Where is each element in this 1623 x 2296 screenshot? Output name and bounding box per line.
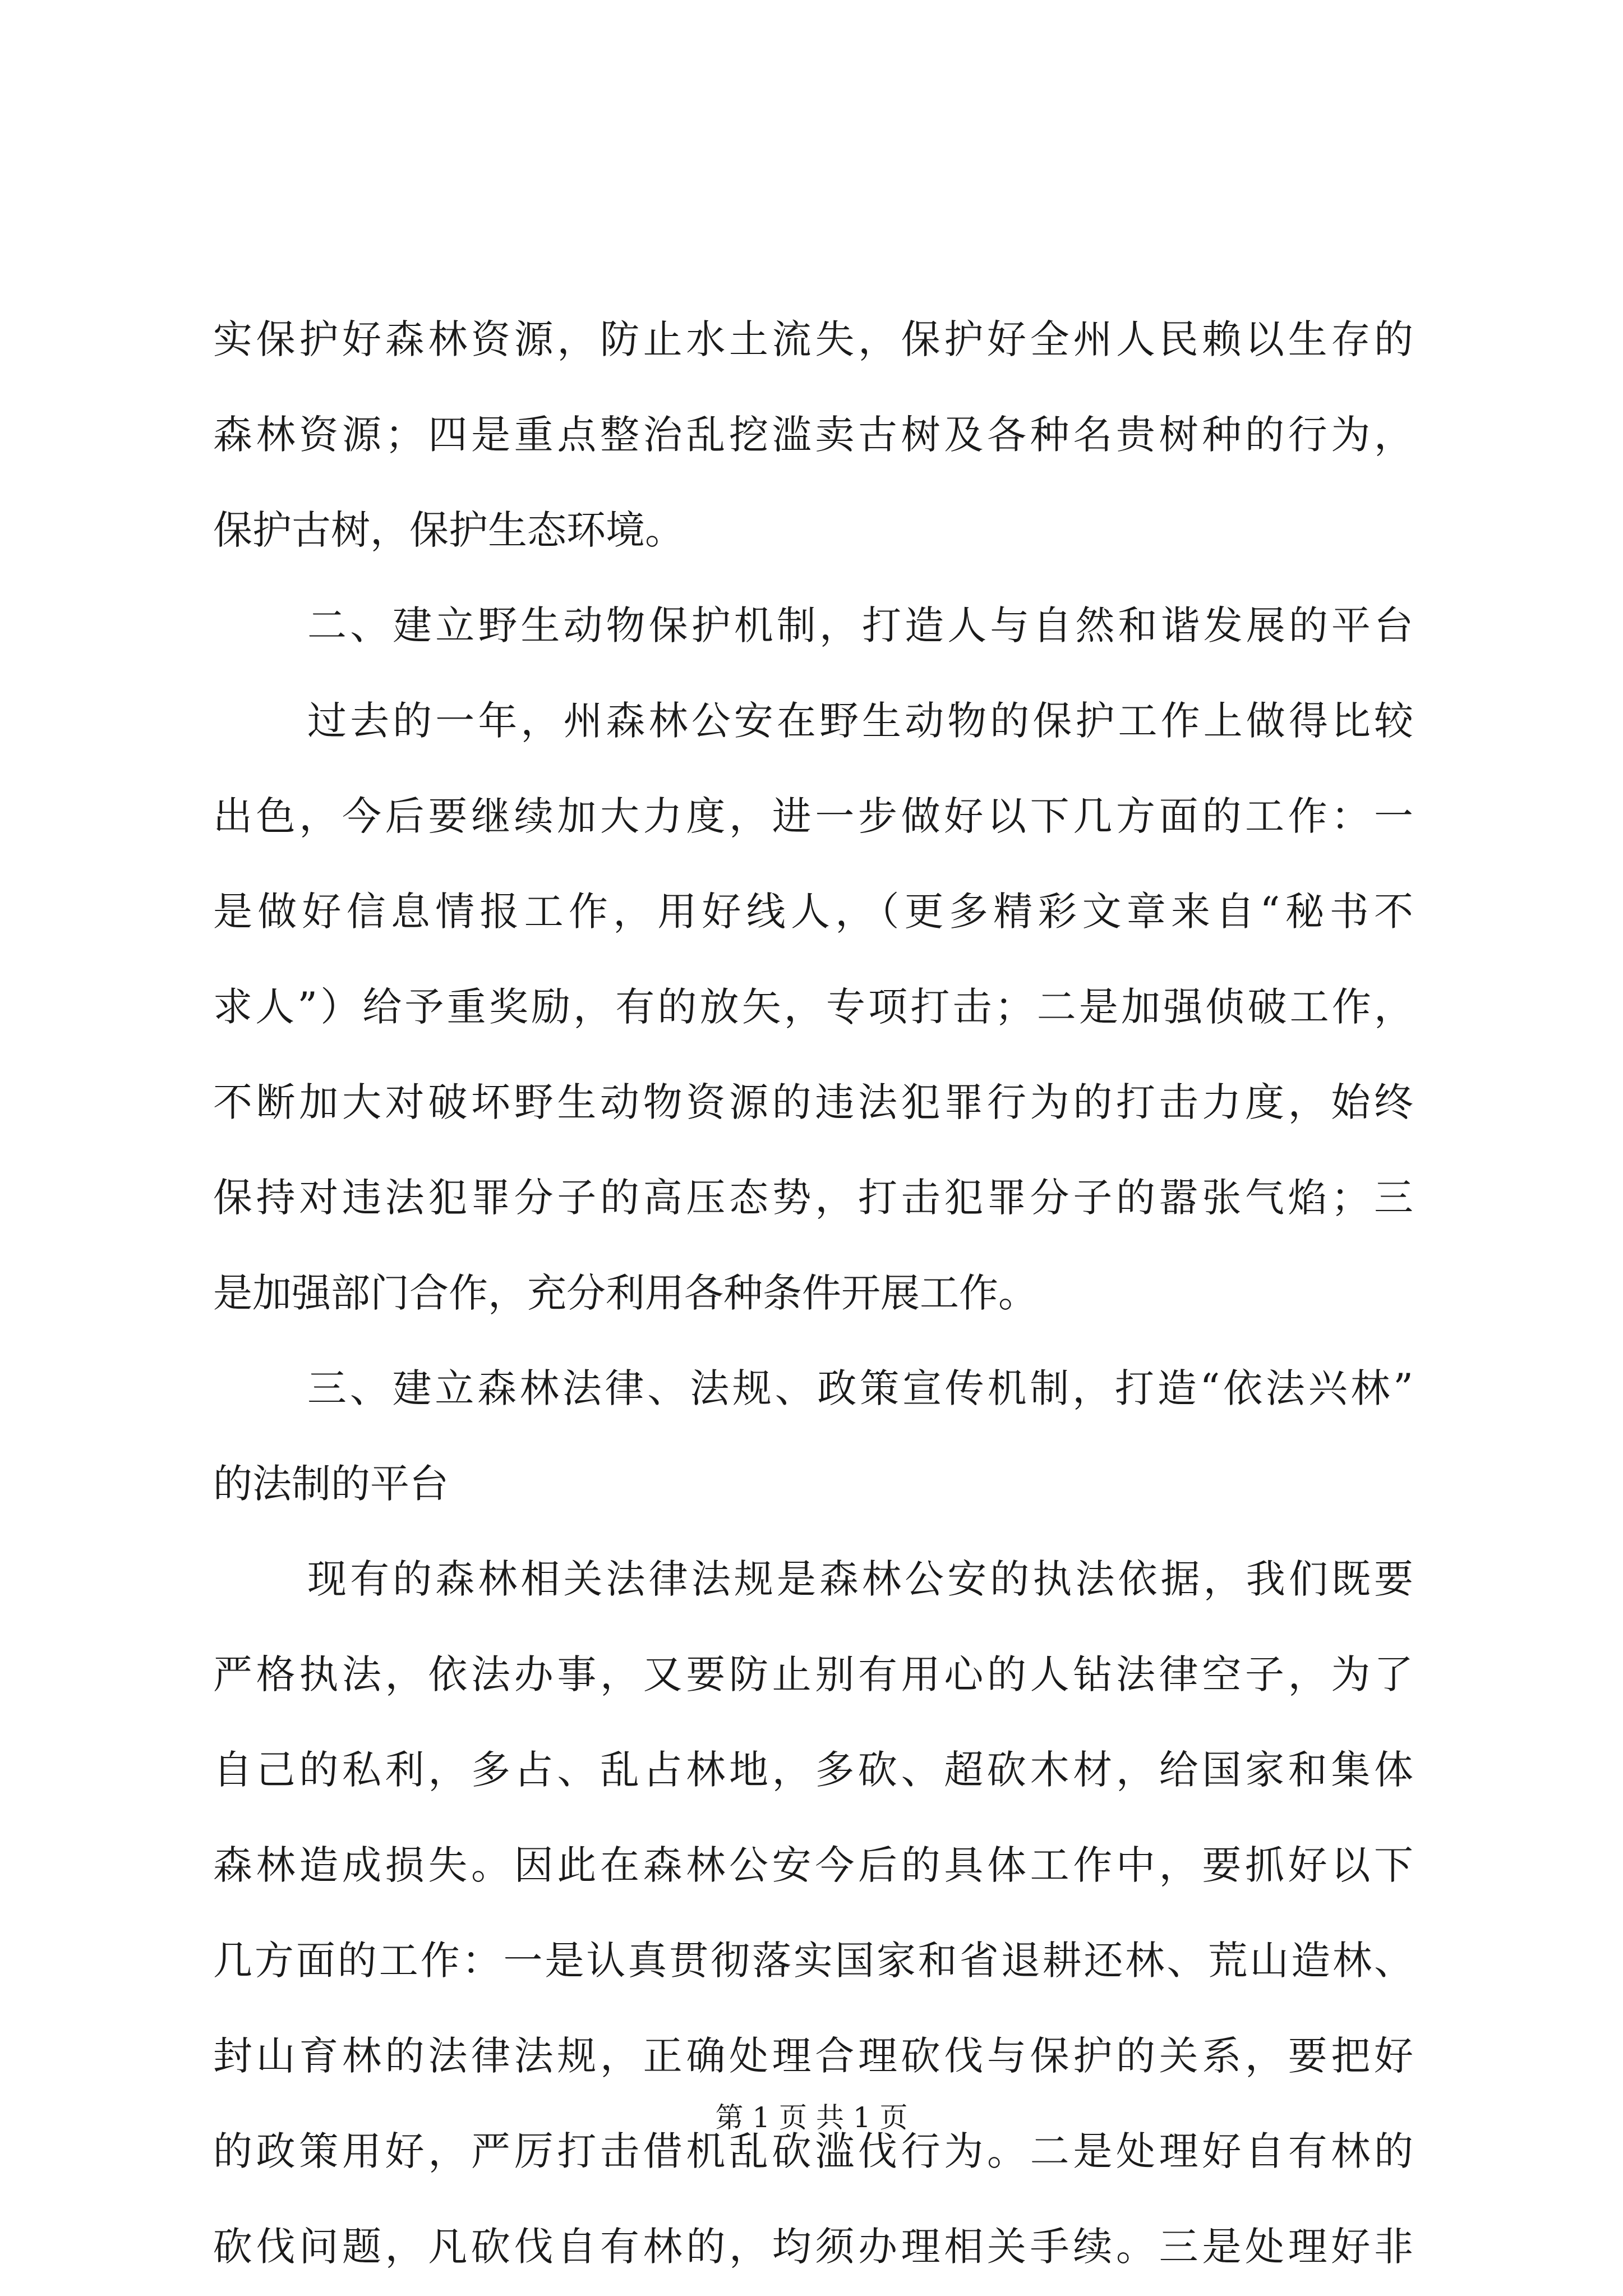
document-body: [213, 292, 1413, 2294]
text-line: 几方面的工作：一是认真贯彻落实国家和省退耕还林、荒山造林、: [213, 1938, 1413, 1984]
text-line: 严格执法，依法办事，又要防止别有用心的人钻法律空子，为了: [213, 1651, 1413, 1697]
section-heading: 的法制的平台: [213, 1461, 449, 1507]
section-heading: 三、建立森林法律、法规、政策宣传机制，打造“依法兴林”: [307, 1365, 1413, 1411]
page-footer: [0, 2095, 1623, 2140]
text-line: 过去的一年，州森林公安在野生动物的保护工作上做得比较: [307, 698, 1413, 744]
text-line: 森林造成损失。因此在森林公安今后的具体工作中，要抓好以下: [213, 1842, 1413, 1888]
text-line: 的政策用好，严厉打击借机乱砍滥伐行为。二是处理好自有林的: [213, 2128, 1413, 2174]
text-line: 是做好信息情报工作，用好线人，（更多精彩文章来自“秘书不: [213, 889, 1413, 935]
text-line: 自己的私利，多占、乱占林地，多砍、超砍木材，给国家和集体: [213, 1747, 1413, 1793]
text-line: 保护古树，保护生态环境。: [213, 507, 684, 553]
text-line: 不断加大对破坏野生动物资源的违法犯罪行为的打击力度，始终: [213, 1079, 1413, 1125]
text-line: 求人”）给予重奖励，有的放矢，专项打击；二是加强侦破工作，: [213, 984, 1413, 1030]
page-number: 第 1 页 共 1 页: [715, 2101, 908, 2134]
text-line: 出色，今后要继续加大力度，进一步做好以下几方面的工作：一: [213, 793, 1413, 839]
text-line: 是加强部门合作，充分利用各种条件开展工作。: [213, 1270, 1038, 1316]
text-line: 实保护好森林资源，防止水土流失，保护好全州人民赖以生存的: [213, 316, 1413, 362]
text-line: 保持对违法犯罪分子的高压态势，打击犯罪分子的嚣张气焰；三: [213, 1175, 1413, 1221]
text-line: 森林资源；四是重点整治乱挖滥卖古树及各种名贵树种的行为，: [213, 412, 1413, 458]
text-line: 封山育林的法律法规，正确处理合理砍伐与保护的关系，要把好: [213, 2033, 1413, 2079]
text-line: 现有的森林相关法律法规是森林公安的执法依据，我们既要: [307, 1556, 1413, 1602]
text-line: 砍伐问题，凡砍伐自有林的，均须办理相关手续。三是处理好非: [213, 2224, 1413, 2270]
section-heading: 二、建立野生动物保护机制，打造人与自然和谐发展的平台: [307, 602, 1413, 648]
